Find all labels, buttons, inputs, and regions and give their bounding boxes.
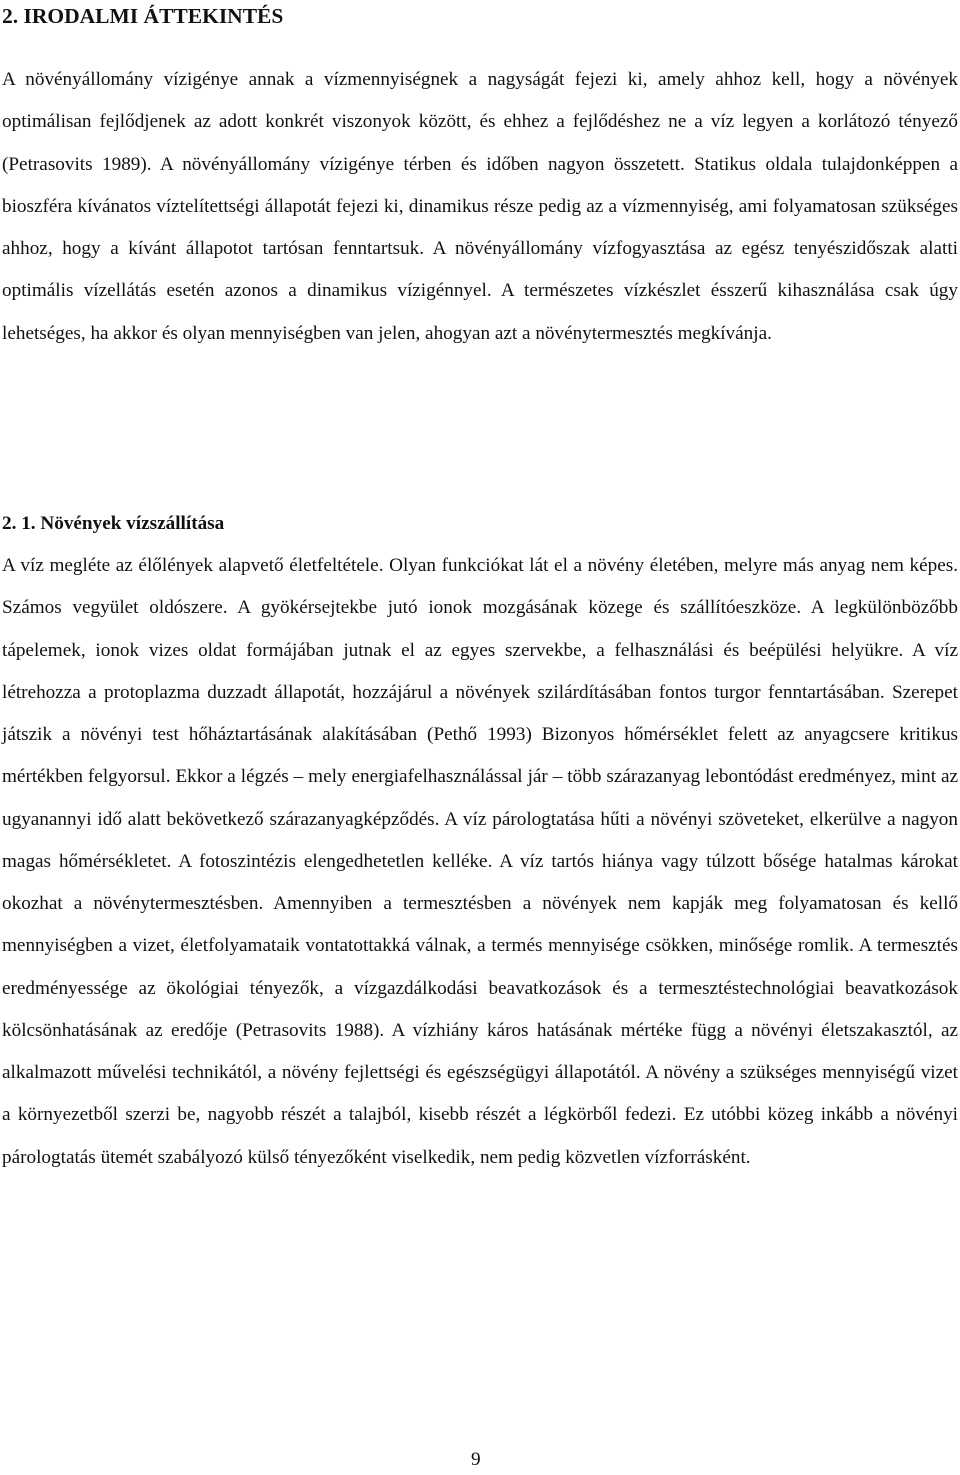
page-number: 9: [471, 1449, 481, 1470]
chapter-title: 2. IRODALMI ÁTTEKINTÉS: [2, 4, 284, 28]
intro-paragraph: A növényállomány vízigénye annak a vízmennyiségnek a nagyságát fejezi ki, amely ahhoz kell, hogy a növények optimálisan fejlődjenek az adott konkrét viszonyok között, és ehhez a fejlődéshez ne a víz legyen a korlátozó tényező (Petrasovits 1989). A növényállomány vízigénye térben és időben nagyon összetett. Statikus oldala tulajdonképpen a bioszféra kívánatos víztelítettségi állapotát fejezi ki, dinamikus része pedig az a vízmennyiség, ami folyamatosan szükséges ahhoz, hogy a kívánt állapotot tartósan fenntartsuk. A növényállomány vízfogyasztása az egész tenyészidőszak alatti optimális vízellátás esetén azonos a dinamikus vízigénnyel. A természetes vízkészlet ésszerű kihasználása csak úgy lehetséges, ha akkor és olyan mennyiségben van jelen, ahogyan azt a növénytermesztés megkívánja.: [2, 69, 958, 344]
section-paragraph: A víz megléte az élőlények alapvető életfeltétele. Olyan funkciókat lát el a növény életében, melyre más anyag nem képes. Számos vegyület oldószere. A gyökérsejtekbe jutó ionok mozgásának közege és szállítóeszköze. A legkülönbözőbb tápelemek, ionok vizes oldat formájában jutnak el az egyes szervekbe, a felhasználási és beépülési helyükre. A víz létrehozza a protoplazma duzzadt állapotát, hozzájárul a növények szilárdításában fontos turgor fenntartásában. Szerepet játszik a növényi test hőháztartásának alakításában (Pethő 1993) Bizonyos hőmérséklet felett az anyagcsere kritikus mértékben felgyorsul. Ekkor a légzés – mely energiafelhasználással jár – több szárazanyag lebontódást eredményez, mint az ugyanannyi idő alatt bekövetkező szárazanyagképződés. A víz párologtatása hűti a növényi szöveteket, elkerülve a nagyon magas hőmérsékletet. A fotoszintézis elengedhetetlen kelléke. A víz tartós hiánya vagy túlzott bősége hatalmas károkat okozhat a növénytermesztésben. Amennyiben a termesztésben a növények nem kapják meg folyamatosan és kellő mennyiségben a vizet, életfolyamataik vontatottakká válnak, a termés mennyisége csökken, minősége romlik. A termesztés eredményessége az ökológiai tényezők, a vízgazdálkodási beavatkozások és a termesztéstechnológiai beavatkozások kölcsönhatásának az eredője (Petrasovits 1988). A vízhiány káros hatásának mértéke függ a növényi életszakasztól, az alkalmazott művelési technikától, a növény fejlettségi és egészségügyi állapotától. A növény a szükséges mennyiségű vizet a környezetből szerzi be, nagyobb részét a talajból, kisebb részét a légkörből fedezi. Ez utóbbi közeg inkább a növényi párologtatás ütemét szabályozó külső tényezőként viselkedik, nem pedig közvetlen vízforrásként.: [2, 555, 958, 1168]
section-heading: 2. 1. Növények vízszállítása: [2, 513, 225, 534]
